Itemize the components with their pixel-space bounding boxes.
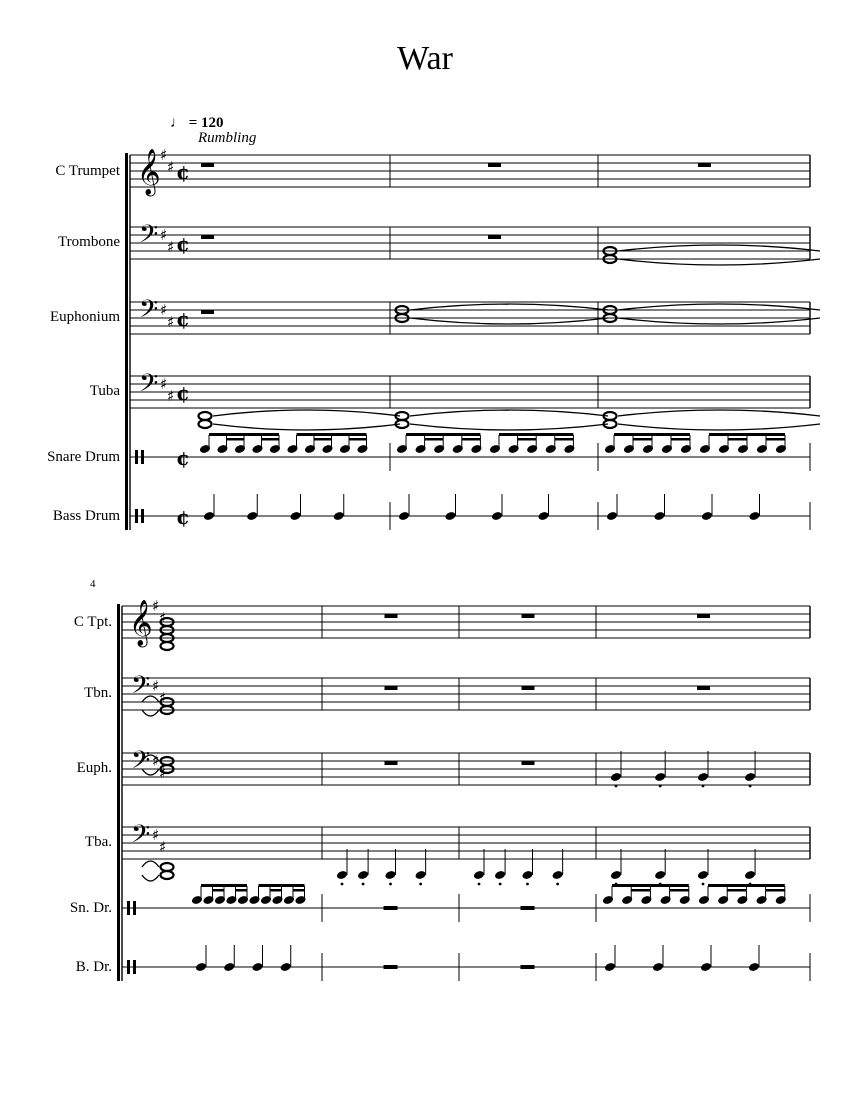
- beam: [349, 438, 367, 441]
- whole-rest: [522, 761, 535, 765]
- note-head: [697, 772, 709, 782]
- note-head: [552, 870, 564, 880]
- whole-rest: [384, 906, 398, 910]
- instrument-name: Tba.: [84, 834, 112, 850]
- beam: [270, 889, 282, 892]
- staccato-dot: [659, 785, 662, 788]
- cut-time-sign: ¢: [176, 307, 190, 331]
- sharp-sign: ♯: [159, 764, 167, 782]
- tie: [410, 410, 608, 416]
- whole-rest: [522, 686, 535, 690]
- note-head: [654, 772, 666, 782]
- bass-drum-note: [444, 511, 456, 521]
- beam: [766, 889, 785, 892]
- whole-rest: [521, 906, 535, 910]
- instrument-name: Tbn.: [84, 685, 112, 701]
- sharp-sign: ♯: [152, 597, 160, 615]
- beam: [262, 438, 280, 441]
- cut-time-sign: ¢: [176, 446, 190, 470]
- sharp-sign: ♯: [167, 238, 175, 256]
- note-head: [744, 772, 756, 782]
- tie: [618, 259, 820, 265]
- whole-rest: [201, 235, 214, 239]
- note-head: [654, 870, 666, 880]
- whole-rest: [201, 310, 214, 314]
- sharp-sign: ♯: [152, 826, 160, 844]
- tempo-value: = 120: [188, 115, 224, 131]
- percussion-clef-icon: [133, 901, 136, 915]
- instrument-name: Tuba: [89, 383, 120, 399]
- tie: [618, 245, 820, 251]
- bass-clef-icon: 𝄢: [139, 295, 159, 330]
- staccato-dot: [526, 883, 529, 886]
- tie: [618, 318, 820, 324]
- bass-drum-note: [251, 962, 263, 972]
- beam: [201, 884, 247, 887]
- quarter-note-icon: ♩: [170, 115, 185, 131]
- beam: [236, 889, 248, 892]
- score-title: War: [397, 40, 453, 77]
- sharp-sign: ♯: [167, 158, 175, 176]
- beam: [406, 433, 480, 436]
- cut-time-sign: ¢: [176, 160, 190, 184]
- bass-drum-note: [333, 511, 345, 521]
- staccato-dot: [499, 883, 502, 886]
- whole-rest: [698, 163, 711, 167]
- beam: [631, 889, 650, 892]
- whole-note: [161, 871, 174, 879]
- tie: [410, 318, 608, 324]
- bass-drum-note: [652, 962, 664, 972]
- staccato-dot: [702, 883, 705, 886]
- tie: [410, 304, 608, 310]
- tie: [142, 875, 159, 881]
- treble-clef-icon: 𝄞: [129, 600, 153, 646]
- beam: [518, 438, 537, 441]
- instrument-name: Snare Drum: [47, 449, 120, 465]
- note-head: [415, 870, 427, 880]
- bass-drum-note: [223, 962, 235, 972]
- note-head: [336, 870, 348, 880]
- sharp-sign: ♯: [160, 301, 168, 319]
- whole-rest: [488, 163, 501, 167]
- whole-rest: [384, 965, 398, 969]
- instrument-name: B. Dr.: [75, 959, 112, 975]
- percussion-clef-icon: [127, 960, 130, 974]
- tie: [410, 424, 608, 430]
- tie: [618, 304, 820, 310]
- percussion-clef-icon: [135, 450, 138, 464]
- cut-time-sign: ¢: [176, 505, 190, 529]
- bass-drum-note: [748, 962, 760, 972]
- instrument-name: Euph.: [76, 760, 112, 776]
- beam: [766, 438, 785, 441]
- bass-drum-note: [491, 511, 503, 521]
- bass-clef-icon: 𝄢: [131, 746, 151, 781]
- bass-drum-note: [203, 511, 215, 521]
- treble-clef-icon: 𝄞: [137, 149, 161, 195]
- whole-rest: [697, 686, 710, 690]
- note-head: [384, 870, 396, 880]
- tie: [142, 861, 159, 867]
- beam: [209, 433, 279, 436]
- tie: [213, 410, 400, 416]
- sharp-sign: ♯: [160, 375, 168, 393]
- cut-time-sign: ¢: [176, 381, 190, 405]
- bass-drum-note: [246, 511, 258, 521]
- tie: [618, 410, 820, 416]
- instrument-name: Euphonium: [50, 309, 120, 325]
- staccato-dot: [556, 883, 559, 886]
- bass-drum-note: [653, 511, 665, 521]
- sharp-sign: ♯: [159, 689, 167, 707]
- instrument-name: Bass Drum: [52, 508, 120, 524]
- staccato-dot: [478, 883, 481, 886]
- bass-drum-note: [606, 511, 618, 521]
- note-head: [744, 870, 756, 880]
- system-bracket: [117, 604, 120, 981]
- cut-time-sign: ¢: [176, 232, 190, 256]
- whole-note: [199, 412, 212, 420]
- instrument-name: C Tpt.: [73, 614, 112, 630]
- bass-drum-note: [700, 962, 712, 972]
- bass-clef-icon: 𝄢: [131, 671, 151, 706]
- bass-drum-note: [398, 511, 410, 521]
- sharp-sign: ♯: [159, 838, 167, 856]
- beam: [499, 433, 573, 436]
- bass-clef-icon: 𝄢: [139, 220, 159, 255]
- beam: [709, 433, 785, 436]
- note-head: [494, 870, 506, 880]
- beam: [633, 438, 652, 441]
- instrument-name: Sn. Dr.: [69, 900, 112, 916]
- tie: [142, 710, 159, 716]
- sharp-sign: ♯: [167, 313, 175, 331]
- note-head: [610, 870, 622, 880]
- beam: [555, 438, 574, 441]
- sharp-sign: ♯: [160, 146, 168, 164]
- expression-text: Rumbling: [198, 130, 257, 146]
- note-head: [697, 870, 709, 880]
- staccato-dot: [362, 883, 365, 886]
- whole-rest: [488, 235, 501, 239]
- beam: [614, 433, 690, 436]
- whole-rest: [521, 965, 535, 969]
- sharp-sign: ♯: [152, 752, 160, 770]
- sharp-sign: ♯: [152, 677, 160, 695]
- percussion-clef-icon: [141, 450, 144, 464]
- bass-drum-note: [289, 511, 301, 521]
- staccato-dot: [389, 883, 392, 886]
- beam: [425, 438, 444, 441]
- whole-rest: [385, 614, 398, 618]
- beam: [314, 438, 332, 441]
- percussion-clef-icon: [127, 901, 130, 915]
- staccato-dot: [702, 785, 705, 788]
- tie: [618, 424, 820, 430]
- note-head: [357, 870, 369, 880]
- beam: [293, 889, 305, 892]
- note-head: [521, 870, 533, 880]
- percussion-clef-icon: [141, 509, 144, 523]
- whole-rest: [385, 761, 398, 765]
- bass-drum-note: [604, 962, 616, 972]
- bass-clef-icon: 𝄢: [131, 820, 151, 855]
- whole-note: [199, 420, 212, 428]
- bass-drum-note: [748, 511, 760, 521]
- beam: [259, 884, 305, 887]
- beam: [708, 884, 785, 887]
- bass-drum-note: [537, 511, 549, 521]
- note-head: [610, 772, 622, 782]
- measure-number: 4: [90, 578, 96, 590]
- staccato-dot: [615, 785, 618, 788]
- beam: [227, 438, 245, 441]
- bass-drum-note: [280, 962, 292, 972]
- staccato-dot: [749, 785, 752, 788]
- whole-rest: [201, 163, 214, 167]
- whole-note: [161, 642, 174, 650]
- beam: [728, 438, 747, 441]
- beam: [727, 889, 746, 892]
- percussion-clef-icon: [133, 960, 136, 974]
- whole-rest: [385, 686, 398, 690]
- system-bracket: [125, 153, 128, 530]
- instrument-name: C Trumpet: [55, 163, 120, 179]
- whole-note: [161, 863, 174, 871]
- percussion-clef-icon: [135, 509, 138, 523]
- beam: [462, 438, 481, 441]
- sharp-sign: ♯: [159, 609, 167, 627]
- bass-drum-note: [701, 511, 713, 521]
- whole-rest: [522, 614, 535, 618]
- beam: [213, 889, 225, 892]
- beam: [297, 433, 367, 436]
- staccato-dot: [341, 883, 344, 886]
- sharp-sign: ♯: [160, 226, 168, 244]
- tie: [213, 424, 400, 430]
- bass-drum-note: [195, 962, 207, 972]
- note-head: [473, 870, 485, 880]
- bass-clef-icon: 𝄢: [139, 369, 159, 404]
- whole-rest: [697, 614, 710, 618]
- staccato-dot: [419, 883, 422, 886]
- beam: [670, 889, 689, 892]
- beam: [612, 884, 689, 887]
- instrument-name: Trombone: [58, 234, 120, 250]
- beam: [671, 438, 690, 441]
- sharp-sign: ♯: [167, 387, 175, 405]
